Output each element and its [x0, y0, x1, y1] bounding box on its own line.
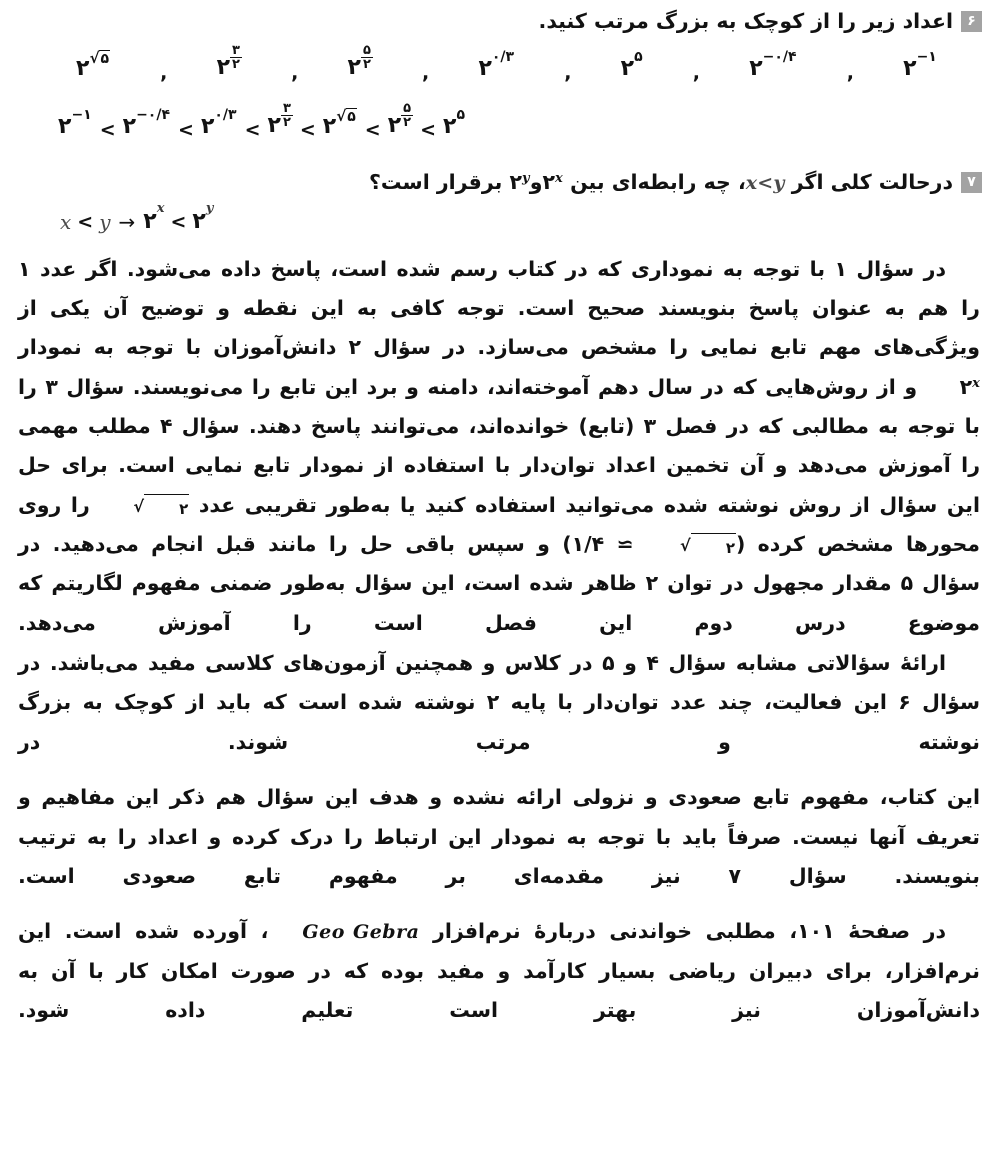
term-base: ۲: [749, 56, 763, 82]
term-exponent: ۰/۳: [214, 107, 237, 124]
term-exponent: −۰/۴: [762, 49, 797, 66]
para4-seg-1: در صفحهٔ ۱۰۱، مطلبی خواندنی دربارهٔ نرم‌افزار: [419, 919, 946, 944]
q7-joiner: و: [529, 169, 543, 194]
answer-var-x: x: [60, 209, 72, 234]
math-term-2-pow-5: [620, 49, 644, 82]
question-7-row: [16, 167, 982, 198]
q7-text-part-2: ، چه رابطه‌ای بین: [570, 169, 746, 194]
term-separator: ,: [692, 61, 701, 84]
term-base: ۲: [347, 54, 361, 80]
para4-seg-3: ، آورده شده است. این نرم‌افزار، برای دبیران ریاضی بسیار کارآمد و مفید بوده که در صورت امکان کار با آن به دانش‌آموزان نیز بهتر است تعلیم داده شود.: [18, 919, 980, 1022]
expr-exponent: y: [205, 201, 214, 216]
term-base: ۲: [903, 56, 917, 82]
term-exponent-radical: [336, 107, 357, 125]
para1-inline-math-2-pow-x: [926, 368, 980, 407]
term-separator: ,: [291, 61, 299, 84]
chain-term-6: [387, 100, 413, 141]
chain-term-5: [322, 107, 358, 140]
term-exponent-fraction: [401, 102, 413, 130]
para1-sqrt-icon-b: [646, 531, 736, 563]
term-base: ۲: [322, 114, 337, 140]
fraction-numerator: ۳: [282, 100, 291, 116]
para1-sqrt-icon-a: [99, 492, 189, 524]
expr-exponent: y: [521, 170, 530, 186]
radicand: ۵: [100, 51, 109, 68]
chain-term-4: [267, 100, 293, 141]
term-base: ۲: [267, 112, 281, 138]
term-exponent: −۰/۴: [136, 107, 171, 124]
chain-operator: <: [420, 118, 437, 141]
radical-symbol: √: [89, 49, 100, 68]
fraction-denominator: ۲: [282, 115, 291, 131]
fraction-denominator: ۲: [403, 115, 412, 131]
question-7-badge: ۷: [961, 172, 982, 193]
term-exponent: −۱: [916, 49, 937, 66]
q7-expression-2-pow-y: [509, 167, 529, 198]
term-exponent-fraction: [230, 44, 242, 72]
term-separator: ,: [846, 61, 854, 84]
fraction-denominator: ۲: [232, 57, 240, 73]
chain-term-3: [200, 107, 238, 140]
term-exponent: −۱: [71, 107, 92, 124]
question-6-term-sequence: [76, 42, 938, 84]
term-base: ۲: [200, 114, 215, 140]
term-exponent: ۵: [634, 49, 643, 66]
expr-base: ۲: [959, 374, 973, 399]
radical-symbol: √: [133, 496, 145, 516]
term-base: ۲: [443, 114, 457, 140]
expr-base: ۲: [192, 209, 206, 234]
term-separator: ,: [422, 61, 430, 84]
math-term-2-pow-5-over-2: [347, 42, 373, 83]
math-term-2-pow-3-over-2: [216, 42, 242, 83]
para1-seg-5: را روی محورها مشخص کرده (: [18, 492, 980, 557]
q7-condition: x<y: [745, 171, 785, 194]
fraction-denominator: ۲: [362, 57, 371, 73]
term-separator: ,: [564, 61, 572, 84]
commentary-paragraph-3: [16, 778, 982, 896]
question-6-badge: ۶: [961, 11, 982, 32]
fraction-numerator: ۳: [232, 42, 240, 58]
term-exponent-fraction: [281, 102, 293, 130]
term-base: ۲: [216, 54, 230, 80]
question-6-prompt: اعداد زیر را از کوچک به بزرگ مرتب کنید.: [538, 9, 953, 33]
math-term-2-pow-neg04: [749, 49, 797, 82]
radicand: ۲: [691, 533, 736, 563]
commentary-body: [16, 250, 982, 1031]
chain-operator: <: [364, 118, 381, 141]
term-base: ۲: [76, 56, 90, 82]
para3-text: این کتاب، مفهوم تابع صعودی و نزولی ارائه نشده و هدف این سؤال هم ذکر این مفاهیم و تعریف آنها نیست. صرفاً باید با توجه به نمودار این ارتباط را درک کرده و اعداد را به ترتیب بنویسند. سؤال ۷ نیز مقدمه‌ای بر مفهوم تابع صعودی است.: [18, 785, 980, 888]
term-base: ۲: [122, 114, 137, 140]
term-base: ۲: [387, 112, 402, 138]
chain-term-7: [443, 107, 466, 140]
math-term-2-pow-sqrt5: [76, 49, 111, 82]
q7-text-part-1: درحالت کلی اگر: [791, 169, 953, 194]
chain-term-1: [58, 107, 93, 140]
para1-seg-1: در سؤال ۱ با توجه به نموداری که در کتاب رسم شده است، پاسخ داده می‌شود. اگر عدد ۱ را هم به عنوان پاسخ بنویسند صحیح است. توجه کافی به این نقطه و توضیح آن یکی از ویژگی‌های مهم تابع نمایی را مشخص می‌سازد. در سؤال ۲ دانش‌آموزان با توجه به نمودار: [18, 256, 980, 360]
answer-expr-2-pow-y: [192, 201, 214, 234]
para1-seg-3: و از روش‌هایی که در سال دهم آموخته‌اند، دامنه و برد این تابع را می‌نویسند. سؤال ۳ را با توجه به مطالبی که در فصل ۳ (تابع) خوانده‌اند، می‌توانند پاسخ دهند. سؤال ۴ مطلب مهمی را آموزش می‌دهد و آن تخمین اعداد توان‌دار با استفاده از نمودار تابع نمایی است. برای حل این سؤال از روش نوشته شده می‌توانید استفاده کنید یا به‌طور تقریبی عدد: [18, 374, 980, 517]
radicand: ۲: [144, 494, 189, 524]
term-base: ۲: [620, 56, 635, 82]
answer-implies-arrow: →: [118, 209, 136, 234]
sqrt-icon: [89, 49, 110, 67]
q7-expression-2-pow-x: [542, 167, 562, 198]
commentary-paragraph-4: [16, 912, 982, 1030]
expr-base: ۲: [542, 169, 555, 194]
expr-base: ۲: [509, 169, 522, 194]
term-exponent: ۵: [456, 107, 465, 124]
chain-term-2: [122, 107, 171, 140]
sqrt-icon: [336, 107, 357, 125]
para2-text: ارائهٔ سؤالاتی مشابه سؤال ۴ و ۵ در کلاس و همچنین آزمون‌های کلاسی مفید می‌باشد. در سؤال ۶ این فعالیت، چند عدد توان‌دار با پایه ۲ نوشته شده است که باید از کوچک به بزرگ نوشته و مرتب شوند. در: [18, 651, 980, 754]
question-7-answer: [16, 198, 982, 246]
expr-exponent: x: [555, 170, 563, 186]
chain-operator: <: [299, 118, 316, 141]
answer-operator-lt: <: [77, 210, 94, 233]
chain-operator: <: [99, 118, 116, 141]
q7-text-part-3: برقرار است؟: [368, 169, 503, 194]
term-separator: ,: [160, 61, 168, 84]
term-base: ۲: [58, 114, 72, 140]
expr-exponent: x: [972, 375, 980, 391]
math-term-2-pow-neg1: [903, 49, 938, 82]
commentary-paragraph-2: [16, 644, 982, 762]
fraction-numerator: ۵: [362, 42, 371, 58]
software-name-geogebra: Geo Gebra: [302, 921, 420, 944]
radical-symbol: √: [336, 107, 347, 126]
question-6-row: [16, 6, 982, 37]
radical-symbol: √: [680, 536, 691, 556]
term-exponent-radical: [89, 49, 110, 67]
math-term-2-pow-03: [478, 49, 515, 82]
term-exponent-fraction: [361, 44, 373, 72]
chain-operator: <: [244, 118, 261, 141]
expr-base: ۲: [143, 209, 157, 234]
question-6-answer-chain: [16, 101, 982, 153]
radicand: ۵: [347, 109, 356, 126]
answer-var-y: y: [99, 209, 111, 234]
term-base: ۲: [478, 56, 492, 82]
commentary-paragraph-1: [16, 250, 982, 644]
term-exponent: ۰/۳: [491, 49, 515, 66]
fraction-numerator: ۵: [403, 100, 412, 116]
para1-seg-7: ≃ ۱/۴) و سپس باقی حل را مانند قبل انجام می‌دهید. در سؤال ۵ مقدار مجهول در توان ۲ ظاهر شده است، این سؤال به‌طور ضمنی مفهوم لگاریتم که موضوع درس دوم این فصل است را آموزش می‌دهد.: [18, 532, 980, 635]
expr-exponent: x: [156, 201, 165, 216]
chain-operator: <: [178, 118, 194, 141]
question-7-prompt: [369, 167, 953, 198]
answer-operator-mid-lt: <: [170, 210, 187, 233]
question-6-terms-row: [16, 37, 982, 101]
answer-expr-2-pow-x: [143, 201, 165, 234]
